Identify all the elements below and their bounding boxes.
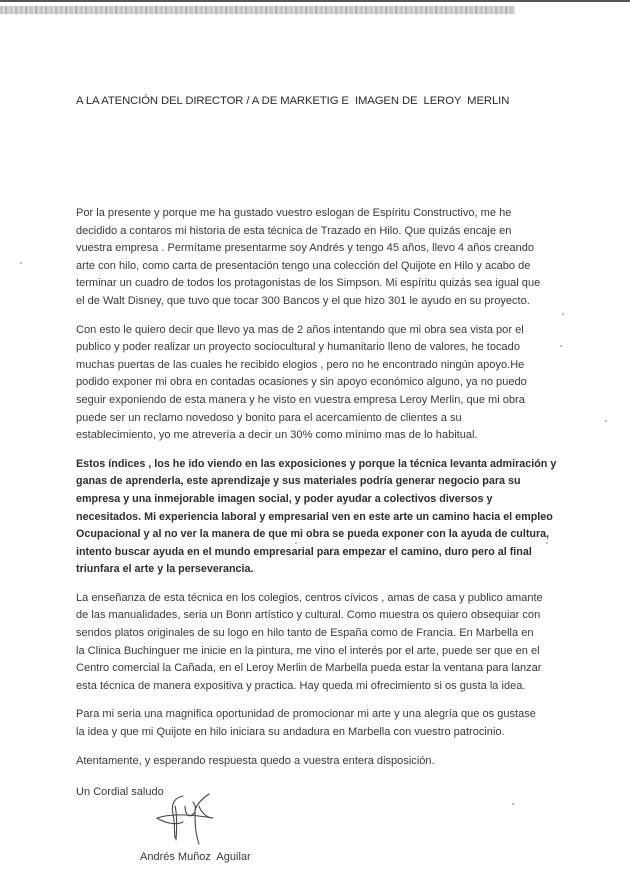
paragraph-introduction: Por la presente y porque me ha gustado vuestro eslogan de Espíritu Constructivo, me he decidido a contaros mi historia de esta técnica de Trazado en Hilo. Que quizás encaje en vuestra empresa . Permítame presentarme soy Andrés y tengo 45 años, llevo 4 años creando arte con hilo, como carta de presentación tengo una colección del Quijote en Hilo y acabo de terminar un cuadro de todos los protagonistas de los Simpson. Mi espíritu quizás sea igual que el de Walt Disney, que tuvo que tocar 300 Bancos y el que hizo 301 le ayudo en su proyecto. (76, 207, 541, 307)
scan-speck (560, 345, 562, 347)
handwritten-signature (155, 792, 215, 847)
scan-noise-band (0, 6, 515, 14)
scan-speck (295, 542, 297, 544)
paragraph-opportunity: Para mi seria una magnifica oportunidad de promocionar mi arte y una alegría que os gustase la idea y que mi Quijote en hilo iniciara su andadura en Marbella con vuestro patrocinio. (76, 708, 536, 739)
signer-name: Andrés Muñoz Aguilar (140, 851, 251, 863)
scan-speck (20, 262, 22, 264)
paragraph-teaching: La enseñanza de esta técnica en los colegios, centros cívicos , amas de casa y publico amante de las manualidades, seria un Bonn artístico y cultural. Como muestra os quiero obsequiar con sendos platos originales de su logo en hilo tanto de España como de Francia. En Marbella en la Clinica Buchinguer me inicie en la pintura, me vino el interés por el arte, puede ser que en el Centro comercial la Cañada, en el Leroy Merlin de Marbella pueda estar la ventana para lanzar esta técnica de manera expositiva y practica. Hay queda mi ofrecimiento si os gusta la idea. (76, 591, 543, 692)
letter-heading: A LA ATENCIÓN DEL DIRECTOR / A DE MARKETIG E IMAGEN DE LEROY MERLIN (76, 95, 510, 107)
scan-speck (546, 542, 548, 544)
scan-speck (562, 313, 564, 315)
paragraph-experience: Con esto le quiero decir que llevo ya mas de 2 años intentando que mi obra sea vista por el publico y poder realizar un proyecto sociocultural y humanitario lleno de valores, he tocado muchas puertas de las cuales he recibido elogios , pero no he encontrado ningún apoyo.He podido exponer mi obra en contadas ocasiones y sin apoyo económico alguno, ya no puedo seguir exponiendo de esta manera y he visto en vuestra empresa Leroy Merlin, que mi obra puede ser un reclamo novedoso y bonito para el acercamiento de clientes a su establecimiento, yo me atrevería a decir un 30% como mínimo mas de lo habitual. (76, 323, 527, 442)
letter-body (76, 205, 616, 813)
scan-speck (512, 803, 514, 805)
scan-edge-border (0, 0, 630, 2)
paragraph-proposal: Estos índices , los he ido viendo en las exposiciones y porque la técnica levanta admiración y ganas de aprenderla, este aprendizaje y sus materiales podría generar negocio para su empresa y una inmejorable imagen social, y poder ayudar a colectivos diversos y necesitados. Mi experiencia laboral y empresarial ven en este arte un camino hacia el empleo Ocupacional y al no ver la manera de que mi obra se pueda exponer con la ayuda de cultura, intento buscar ayuda en el mundo empresarial para empezar el camino, duro pero al final triunfara el arte y la perseverancia. (76, 457, 557, 576)
scan-speck (605, 420, 607, 422)
closing-line: Atentamente, y esperando respuesta quedo a vuestra entera disposición. (76, 754, 435, 767)
salutation: Un Cordial saludo (76, 786, 164, 799)
